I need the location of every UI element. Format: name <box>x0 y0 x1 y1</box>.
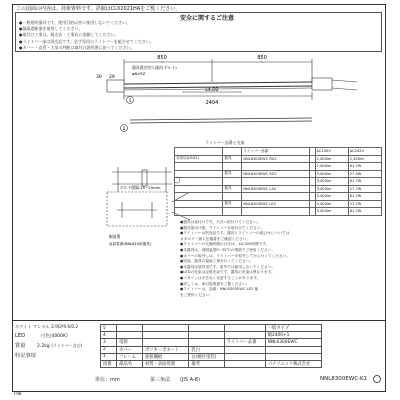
parts-cell: フレーム <box>117 353 143 360</box>
lamp-cell: 3,400lm <box>315 170 348 178</box>
lamp-cell: NNL6300EWC RZ2 <box>242 170 310 178</box>
lamp-cell: NNL6300EWC LA2 <box>242 185 310 193</box>
lamp-cell: 器具 <box>223 170 242 178</box>
notice-line: ●ライトバー部は別売品です。必ず専用のライトバーを組合せてください。 <box>19 38 154 44</box>
table-row <box>175 193 382 201</box>
annotation-bolt: ボルト間隔:15~25mm <box>120 185 161 190</box>
lamp-cell: AC100V <box>315 148 348 156</box>
mass-value: 2.2kg <box>37 344 50 349</box>
parts-cell <box>189 339 224 346</box>
note-line: をご使用ください。 <box>180 292 214 297</box>
lamp-cell: 器具 <box>223 155 242 163</box>
table-row <box>175 170 382 178</box>
lamp-cell: 3,400lm <box>315 178 348 186</box>
parts-cell: 乳白 <box>189 346 224 353</box>
parts-table <box>100 324 322 368</box>
title-block-divider <box>12 320 386 321</box>
lamp-cell: 27.7W <box>348 200 381 208</box>
table-row <box>101 339 322 346</box>
unit-label: 単位：mm <box>95 377 120 383</box>
lamp-cell <box>175 208 223 216</box>
lamp-cell: 器具 <box>223 185 242 193</box>
top-note: この図面の内容は、技術資料です。詳細はCLX2021HAをご覧ください。 <box>16 6 181 12</box>
table-row <box>175 163 382 171</box>
parts-cell <box>224 360 265 367</box>
lamp-cell <box>175 185 223 193</box>
notice-line: ●一般照明器具です。使用目的以外に使用しないでください。 <box>19 20 131 25</box>
table-row <box>175 208 382 216</box>
projection-label: 第三角法 <box>150 377 171 383</box>
annotation-pitch: φ6×RZ <box>132 71 146 76</box>
parts-cell: NNL6300EWC <box>265 339 321 346</box>
lamp-cell <box>223 148 242 156</box>
parts-cell: パナソニック株式会社 <box>265 360 321 367</box>
lamp-cell <box>175 193 223 201</box>
light-source-label: LED <box>15 333 26 339</box>
lamp-cell: 81.7W <box>348 193 381 201</box>
table-row <box>175 200 382 208</box>
lamp-cell <box>223 178 242 186</box>
lamp-cell: 2,400lm <box>315 163 348 171</box>
note-line: ●LEDの光束は定格光束です。器具の光束は異なります。 <box>180 270 275 275</box>
table-row <box>101 332 322 339</box>
munsell-value: 2.9GY9.6/0.2 <box>51 324 79 329</box>
lamp-cell <box>175 163 223 171</box>
parts-cell <box>117 325 143 332</box>
table-row <box>101 325 322 332</box>
lamp-table <box>174 147 382 216</box>
parts-cell: 3 <box>101 339 117 346</box>
parts-cell: 電源 <box>117 339 143 346</box>
parts-cell: 一般タイプ <box>265 325 321 332</box>
note-line: ●器具取付け後、ライトバーを取付けてください。 <box>180 225 265 230</box>
notes-block <box>180 220 290 298</box>
table-row <box>101 346 322 353</box>
mass-note: (ライトバー含む) <box>51 343 83 348</box>
lamp-cell: 61.7W <box>348 163 381 171</box>
lamp-cell: NNL6300EWC LE2 <box>242 200 310 208</box>
munsell-label: マンセル <box>32 324 50 329</box>
lamp-cell: 81.7W <box>348 178 381 186</box>
parts-cell <box>265 353 321 360</box>
lamp-cell: 3,400lm <box>315 185 348 193</box>
note-line: ●カバーの取外しは、ライトバーを取外してから行ってください。 <box>180 253 290 258</box>
lamp-cell: 器具 <box>223 200 242 208</box>
lamp-table-title: ライトバー品番と光束 <box>205 140 245 145</box>
note-line: ●器具は直付けです。天井へ取付けてください。 <box>180 220 261 224</box>
material-info <box>15 324 99 359</box>
parts-cell <box>224 332 265 339</box>
notice-line: ●カバー・直管・大気の判断は取付け説明書に従ってください。 <box>19 44 135 50</box>
lamp-cell: 27.7W <box>348 185 381 193</box>
parts-cell: 部品名 <box>117 360 143 367</box>
table-row <box>175 185 382 193</box>
parts-cell: 図番 <box>101 360 117 367</box>
lamp-cell: NNL6300EWC RX2 <box>242 155 310 163</box>
note-line: ●別途、器具の接地工事を行ってください。 <box>180 259 254 264</box>
lamp-cell <box>242 178 310 186</box>
lamp-cell <box>242 208 310 216</box>
parts-cell <box>224 353 265 360</box>
parts-cell <box>265 346 321 353</box>
lamp-cell: 3,400lm <box>315 193 348 201</box>
dim-850-b: 850 <box>257 55 267 61</box>
note-line: カタログ・納入仕様書をご確認ください。 <box>180 236 251 241</box>
item-label-2: 2 <box>122 127 126 132</box>
lamp-cell: 2,400lm <box>348 155 381 163</box>
parts-cell <box>189 332 224 339</box>
parts-cell: 2 <box>101 346 117 353</box>
parts-cell: ライトバー品番 <box>224 339 265 346</box>
note-line: ●本器具は、周囲温度0~35℃の環境でご使用ください。 <box>180 247 275 252</box>
part-number: NNL8300EWC-K1 <box>320 376 368 382</box>
lamp-cell <box>223 208 242 216</box>
parts-cell: 材質・表面処理 <box>143 360 189 367</box>
parts-cell: ポリカーボネート <box>143 346 189 353</box>
note-line: ●詳しくは、取付説明書をご覧ください。 <box>180 281 250 286</box>
parts-cell: 備考 <box>189 360 224 367</box>
revision-circle-icon <box>373 375 381 383</box>
safety-notice-title: 安全に関するご注意 <box>180 15 235 22</box>
dim-30: 30 <box>96 75 102 80</box>
parts-cell: 1 <box>101 353 117 360</box>
parts-cell <box>224 346 265 353</box>
lamp-cell <box>175 148 223 156</box>
parts-cell: 白(焼付塗装) <box>189 353 224 360</box>
parts-cell: 4 <box>101 332 117 339</box>
annotation-bottom: 直結電源(NNL615用器具) <box>109 242 152 246</box>
table-row <box>101 353 322 360</box>
lamp-cell: 非常用(LED2) <box>175 155 223 163</box>
lamp-cell <box>223 163 242 171</box>
lamp-cell: 3,400lm <box>315 200 348 208</box>
lamp-cell: AC242V <box>348 148 381 156</box>
lamp-cell: 3,400lm <box>315 208 348 216</box>
annotation-bracket: 器具固定用穴(取付ボルト) <box>132 65 177 70</box>
parts-cell <box>117 332 143 339</box>
finish-label: ホワイト <box>15 324 32 329</box>
projection-standard: (JIS A-8) <box>180 377 200 383</box>
parts-cell <box>143 332 189 339</box>
annotation-section: 断面図 <box>109 234 121 239</box>
parts-cell: カバー <box>117 346 143 353</box>
lamp-cell: 81.7W <box>348 208 381 216</box>
mass-label: 質量 <box>15 343 26 349</box>
safety-notice-lines <box>19 20 154 51</box>
table-row <box>175 155 382 163</box>
light-color-value: 白色(4000K) <box>40 334 68 339</box>
table-row <box>175 148 382 156</box>
note-line: ●本器具は屋内用です。屋外では使用しないでください。 <box>180 264 276 269</box>
lamp-cell: 2,400lm <box>315 155 348 163</box>
notice-line: ●漏電遮断器を使用してください。 <box>19 26 83 32</box>
parts-cell: 亜鉛鋼板 <box>143 353 189 360</box>
sheet-code: F98 <box>14 391 22 396</box>
lamp-cell <box>175 200 223 208</box>
note-line: ●ライトバーは、品番：NNL6300EWC LE2 他 <box>180 287 259 292</box>
lamp-cell <box>242 193 310 201</box>
lamp-cell <box>175 178 223 186</box>
lamp-cell: ライトバー品番 <box>242 148 310 156</box>
lamp-cell <box>175 170 223 178</box>
lamp-cell <box>223 193 242 201</box>
parts-cell <box>189 325 224 332</box>
table-row <box>175 178 382 186</box>
parts-cell: 幅2400+1 <box>265 332 321 339</box>
dim-29: 29 <box>109 75 115 80</box>
item-label-1: 1 <box>128 99 132 104</box>
dim-l4: L4,D2 <box>205 88 219 93</box>
table-row <box>101 360 322 367</box>
parts-cell: 5 <box>101 325 117 332</box>
dim-2404: 2404 <box>205 100 219 106</box>
special-notes-label: 特記事項 <box>15 353 36 359</box>
parts-cell <box>224 325 265 332</box>
parts-cell <box>143 339 189 346</box>
note-line: ●ライトバーの交換時期の目安は、40,000時間です。 <box>180 242 270 247</box>
parts-cell <box>143 325 189 332</box>
note-line: ●ライトバーは別売品です。器具とライトバーの組合せについては <box>180 231 290 236</box>
notice-line: ●取付け工事は、販売店・工事店に依頼してください。 <box>19 32 119 38</box>
dim-850-a: 850 <box>157 55 167 61</box>
lamp-cell: 27.4W <box>348 170 381 178</box>
lamp-cell <box>242 163 310 171</box>
note-line: ●パターンは予告なく変更することがあります。 <box>180 275 261 280</box>
